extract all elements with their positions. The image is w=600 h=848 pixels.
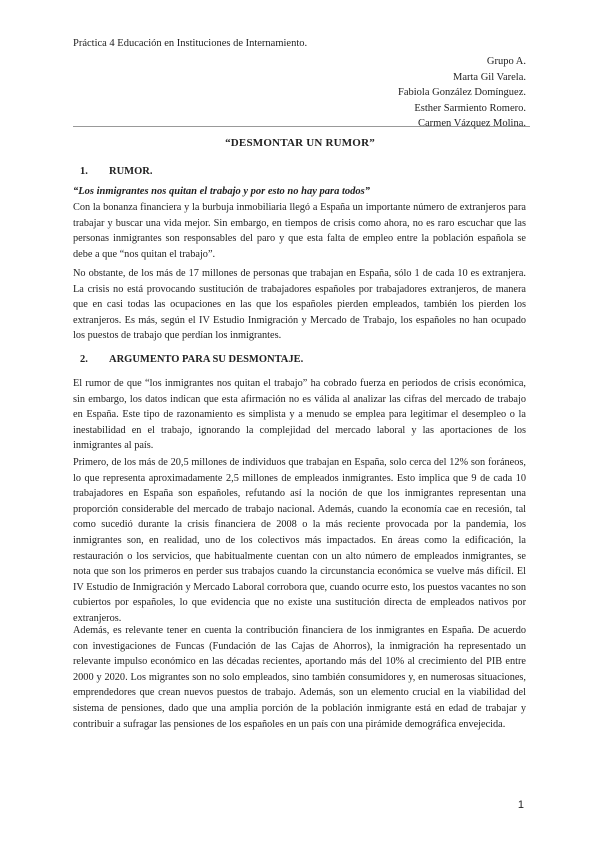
section-title: RUMOR. xyxy=(109,166,153,177)
paragraph: No obstante, de los más de 17 millones de personas que trabajan en España, sólo 1 de cada 10 es extranjera. La crisis no está provocando sustitución de trabajadores españoles por trabajadores extranjeros, de manera que en casi todas las ocupaciones en las que los españoles pierden empleados, también los pierden los extranjeros. Es más, según el IV Estudio Inmigración y Mercado de Trabajo, los españoles no han ocupado los puestos de trabajo que perdían los inmigrantes. xyxy=(73,268,526,342)
authors-block xyxy=(398,54,526,132)
header-divider xyxy=(73,126,530,127)
page-number: 1 xyxy=(517,799,524,811)
document-title: “DESMONTAR UN RUMOR” xyxy=(225,137,375,149)
paragraph: El rumor de que “los inmigrantes nos quitan el trabajo” ha cobrado fuerza en periodos de crisis económica, sin embargo, los datos indican que esta afirmación no es válida al analizar las cifras del mercado de trabajo en España. Este tipo de razonamiento es simplista y a menudo se emplea para legitimar el desempleo o la inestabilidad en el trabajo, ignorando la complejidad del mercado laboral y las aportaciones de los inmigrantes al país. xyxy=(73,378,526,452)
section-heading xyxy=(80,166,152,177)
group-label: Grupo A. xyxy=(486,56,526,67)
section-heading xyxy=(80,354,303,365)
section-title: ARGUMENTO PARA SU DESMONTAJE. xyxy=(109,354,304,365)
section-number: 2. xyxy=(80,354,88,365)
paragraph: Primero, de los más de 20,5 millones de individuos que trabajan en España, solo cerca del 12% son foráneos, lo que representa aproximadamente 2,5 millones de empleados inmigrantes. Esto implica que 9 de cada 10 trabajadores en España son españoles, refutando así la noción de que los inmigrantes representan una proporción considerable del mercado de trabajo nacional. Además, cuando la economía cae en recesión, tal como sucedió durante la crisis financiera de 2008 o la más reciente provocada por la pandemia, los inmigrantes son, en realidad, uno de los colectivos más impactados. En áreas como la edificación, la restauración o los servicios, que habitualmente cuentan con un alto número de empleados inmigrantes, se nota que son los primeros en perder sus trabajos cuando la circunstancia económica se vuelve más difícil. El IV Estudio de Inmigración y Mercado Laboral corrobora que, cuando ocurre esto, los puestos vacantes no son cubiertos por españoles, lo que evidencia que no existe una sustitución directa de empleados nativos por extranjeros. xyxy=(73,457,526,624)
rumor-quote: “Los inmigrantes nos quitan el trabajo y por esto no hay para todos” xyxy=(73,186,370,197)
author-name: Esther Sarmiento Romero. xyxy=(414,102,526,114)
author-name: Carmen Vázquez Molina. xyxy=(418,118,526,130)
course-header: Práctica 4 Educación en Instituciones de Internamiento. xyxy=(73,38,308,49)
paragraph: Con la bonanza financiera y la burbuja inmobiliaria llegó a España un importante número de extranjeros para trabajar y buscar una vida mejor. Sin embargo, en tiempos de crisis como ahora, no es raro escuchar que las personas inmigrantes son responsables del paro y que esta falta de empleo entre la población española se debe a que “nos quitan el trabajo”. xyxy=(73,202,526,260)
author-name: Fabiola González Domínguez. xyxy=(398,87,526,99)
author-name: Marta Gil Varela. xyxy=(453,71,526,83)
paragraph: Además, es relevante tener en cuenta la contribución financiera de los inmigrantes en España. De acuerdo con investigaciones de Funcas (Fundación de las Cajas de Ahorros), la inmigración ha representado un relevante impulso económico en las décadas recientes, aportando más del 10% al crecimiento del PIB entre 2000 y 2020. Los migrantes son no solo empleados, sino también consumidores y, en numerosas situaciones, emprendedores que crean nuevos puestos de trabajo. Además, son un elemento crucial en la viabilidad del sistema de pensiones, dado que una amplia porción de la población inmigrante está en edad de trabajar y contribuir a sufragar las pensiones de los españoles en un país con una pirámide demográfica envejecida. xyxy=(73,625,526,730)
section-number: 1. xyxy=(80,166,88,177)
